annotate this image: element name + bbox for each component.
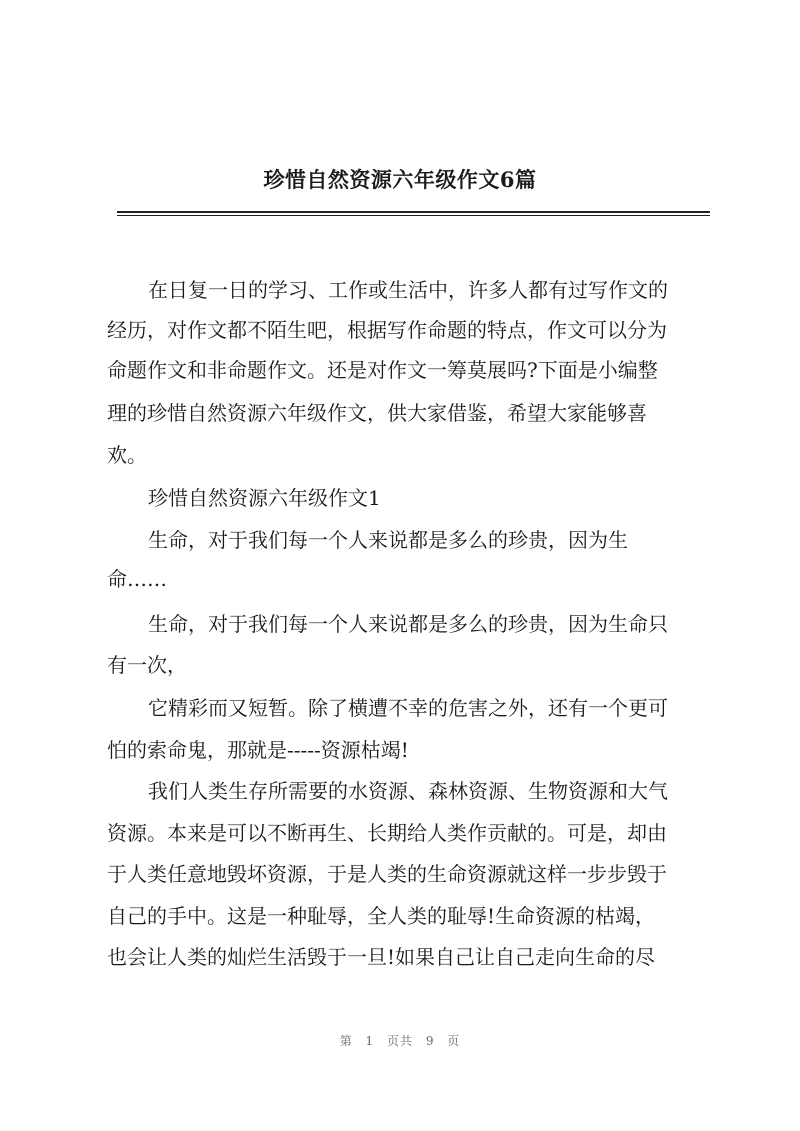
- text-line: 怕的索命鬼，那就是-----资源枯竭!: [107, 738, 409, 762]
- section-heading: 珍惜自然资源六年级作文1: [148, 486, 381, 510]
- page-title: 珍惜自然资源六年级作文6篇: [263, 167, 537, 192]
- text-line: 我们人类生存所需要的水资源、森林资源、生物资源和大气: [148, 779, 668, 803]
- text-line: 自己的手中。这是一种耻辱，全人类的耻辱!生命资源的枯竭，: [107, 904, 656, 928]
- text-line: 生命，对于我们每一个人来说都是多么的珍贵，因为生命只: [148, 612, 668, 636]
- page-footer: 第 1 页共 9 页: [339, 1034, 461, 1048]
- text-line: 生命，对于我们每一个人来说都是多么的珍贵，因为生: [148, 528, 628, 552]
- text-line: 有一次，: [107, 653, 187, 677]
- title-divider-thin: [117, 215, 710, 216]
- text-line: 经历，对作文都不陌生吧，根据写作命题的特点，作文可以分为: [107, 318, 667, 342]
- text-line: 于人类任意地毁坏资源，于是人类的生命资源就这样一步步毁于: [107, 862, 667, 886]
- text-line: 命……: [107, 567, 167, 591]
- text-line: 欢。: [107, 443, 147, 467]
- text-line: 资源。本来是可以不断再生、长期给人类作贡献的。可是，却由: [107, 821, 667, 845]
- text-line: 理的珍惜自然资源六年级作文，供大家借鉴，希望大家能够喜: [107, 401, 647, 425]
- text-line: 也会让人类的灿烂生活毁于一旦!如果自己让自己走向生命的尽: [107, 945, 656, 969]
- text-line: 在日复一日的学习、工作或生活中，许多人都有过写作文的: [148, 278, 668, 302]
- text-line: 命题作文和非命题作文。还是对作文一筹莫展吗?下面是小编整: [107, 358, 658, 382]
- title-divider: [117, 211, 710, 213]
- text-line: 它精彩而又短暂。除了横遭不幸的危害之外，还有一个更可: [148, 696, 668, 720]
